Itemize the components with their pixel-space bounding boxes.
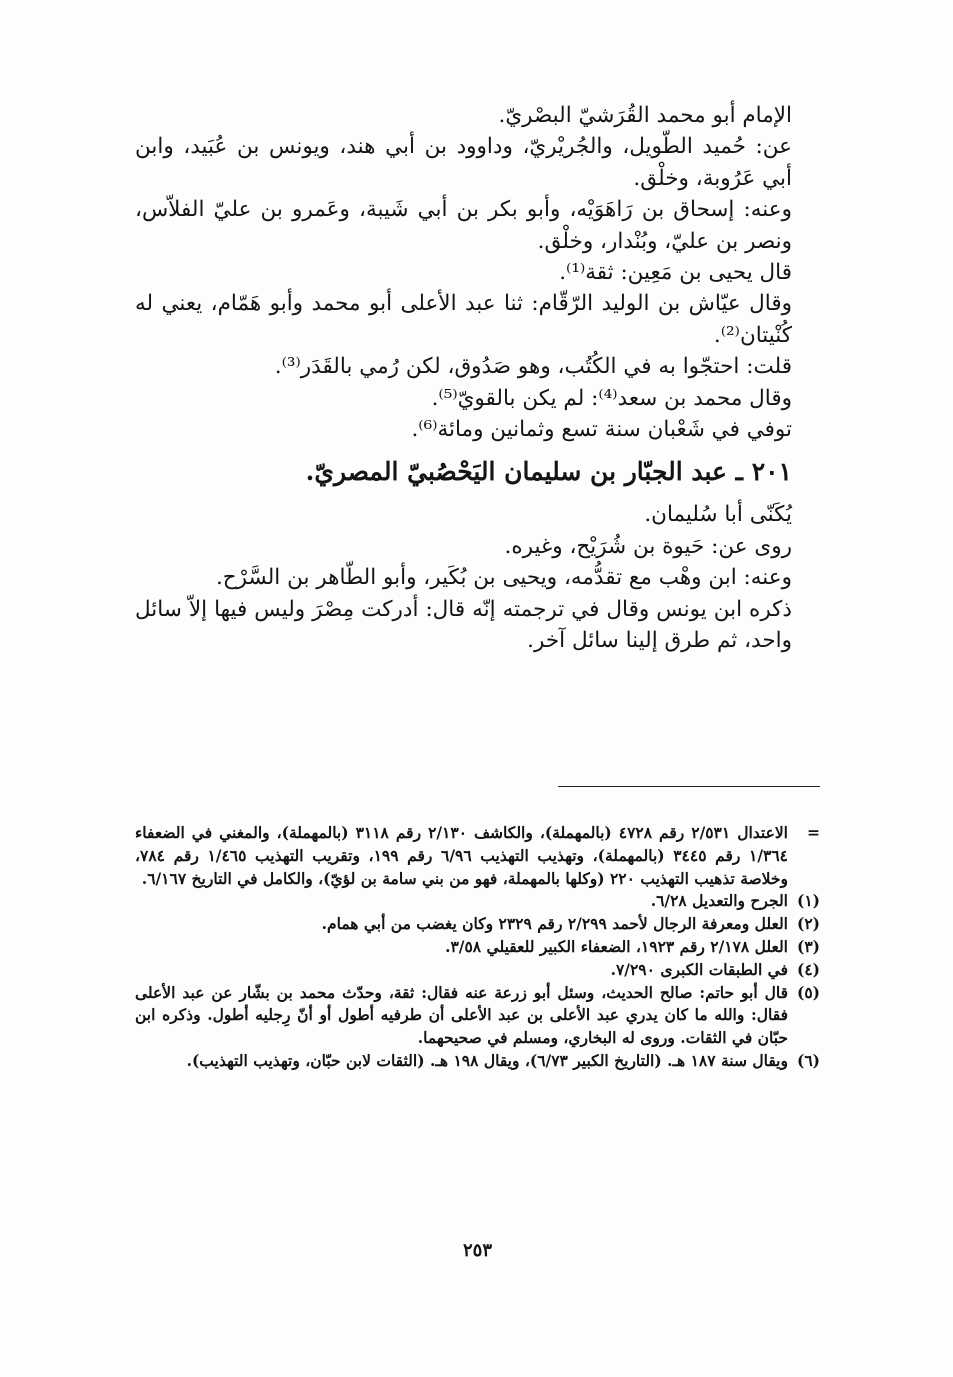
main-text [135, 100, 820, 657]
footnote-text: الاعتدال ٢/٥٣١ رقم ٤٧٢٨ (بالمهملة)، والكاشف ٢/١٣٠ رقم ٣١١٨ (بالمهملة)، والمغني في الضعفاء ١/٣٦٤ رقم ٣٤٤٥ (بالمهملة)، وتهذيب التهذيب ٦/٩٦ رقم ١٩٩، وتقريب التهذيب ١/٤٦٥ رقم ٧٨٤، وخلاصة تذهيب التهذيب ٢٢٠ (وكلها بالمهملة، فهو من بني سامة بن لؤيّ)، والكامل في التاريخ ٦/١٦٧. [135, 823, 788, 888]
paragraph-ibn-yunus: ذكره ابن يونس وقال في ترجمته إنّه قال: أدركت مِصْرَ وليس فيها إلاّ سائل واحد، ثم طرق إلينا سائل آخر. [135, 596, 792, 654]
footnote-text: العلل ٢/١٧٨ رقم ١٩٢٣، الضعفاء الكبير للعقيلي ٣/٥٨. [445, 936, 788, 956]
paragraph-author-note: قلت: احتجّوا به في الكُتُب، وهو صَدُوق، لكن رُمي بالقَدَر⁽³⁾. [274, 354, 792, 380]
book-page [135, 100, 820, 1261]
paragraph-narrated-from: عن: حُميد الطّويل، والجُريْريّ، وداوود بن أبي هند، ويونس بن عُبَيد، وابن أبي عَرُوبة، وخلْق. [135, 134, 792, 191]
paragraph-narrators: وعنه: إسحاق بن رَاهَوَيْه، وأبو بكر بن أبي شَيبة، وعَمرو بن عليّ الفلاّس، ونصر بن عليّ، وبُنْدار، وخلْق. [135, 197, 792, 254]
footnote-text: العلل ومعرفة الرجال لأحمد ٢/٢٩٩ رقم ٢٣٢٩ وكان يغضب من أبي همام. [321, 914, 788, 934]
footnote-4 [135, 959, 820, 982]
paragraph-ibn-maeen: قال يحيى بن مَعِين: ثقة⁽¹⁾. [559, 260, 792, 286]
footnote-6 [135, 1050, 820, 1073]
footnote-text: في الطبقات الكبرى ٧/٢٩٠. [610, 959, 788, 979]
paragraph-kunya: الإمام أبو محمد القُرَشيّ البصْريّ. [498, 103, 792, 128]
footnote-5 [135, 982, 820, 1050]
footnote-number: (٢) [796, 914, 820, 934]
paragraph-kunya-2: يُكَنّى أبا سُليمان. [644, 502, 792, 528]
paragraph-death: توفي في شَعْبان سنة تسع وثمانين ومائة⁽⁶⁾. [411, 417, 792, 443]
footnote-marker: = [807, 823, 820, 842]
footnote-number: (٥) [796, 982, 820, 1002]
footnote-2 [135, 913, 820, 936]
footnote-1 [135, 890, 820, 913]
footnote-number: (٣) [796, 936, 820, 956]
footnote-number: (٦) [796, 1050, 820, 1070]
footnote-number: (٤) [796, 959, 820, 979]
footnote-continued [135, 822, 820, 890]
footnote-text: قال أبو حاتم: صالح الحديث، وسئل أبو زرعة عنه فقال: ثقة، وحدّث محمد بن بشّار عن عبد الأعلى فقال: والله ما كان يدري عبد الأعلى بن عبد الأعلى أن طرفيه أطول أو أنّ رِجليه أطول. وذكره ابن حبّان في الثقات. وروى له البخاري، ومسلم في صحيحهما. [135, 982, 788, 1048]
entry-heading: ٢٠١ ـ عبد الجبّار بن سليمان اليَحْصُبيّ المصريّ. [305, 457, 792, 487]
footnote-divider [558, 786, 820, 787]
footnote-text: ويقال سنة ١٨٧ هـ. (التاريخ الكبير ٦/٧٣)، ويقال ١٩٨ هـ. (الثقات لابن حبّان، وتهذيب التهذيب). [186, 1050, 788, 1070]
paragraph-ibn-saad: وقال محمد بن سعد⁽⁴⁾: لم يكن بالقويّ⁽⁵⁾. [431, 385, 792, 411]
paragraph-ayyash: وقال عيّاش بن الوليد الرّقّام: ثنا عبد الأعلى أبو محمد وأبو هَمّام، يعني له كُنْيتان⁽²⁾. [135, 291, 792, 348]
footnote-text: الجرح والتعديل ٦/٢٨. [650, 891, 788, 911]
paragraph-narrated-from-2: روى عن: حَيوة بن شُرَيْح، وغيره. [504, 533, 792, 559]
page-number: ٢٥٣ [462, 1240, 492, 1261]
footnote-number: (١) [796, 891, 820, 911]
paragraph-narrators-2: وعنه: ابن وهْب مع تقدُّمه، ويحيى بن بُكَير، وأبو الطّاهر بن السَّرْح. [215, 565, 792, 591]
footnotes [135, 822, 820, 1073]
footnote-3 [135, 936, 820, 959]
